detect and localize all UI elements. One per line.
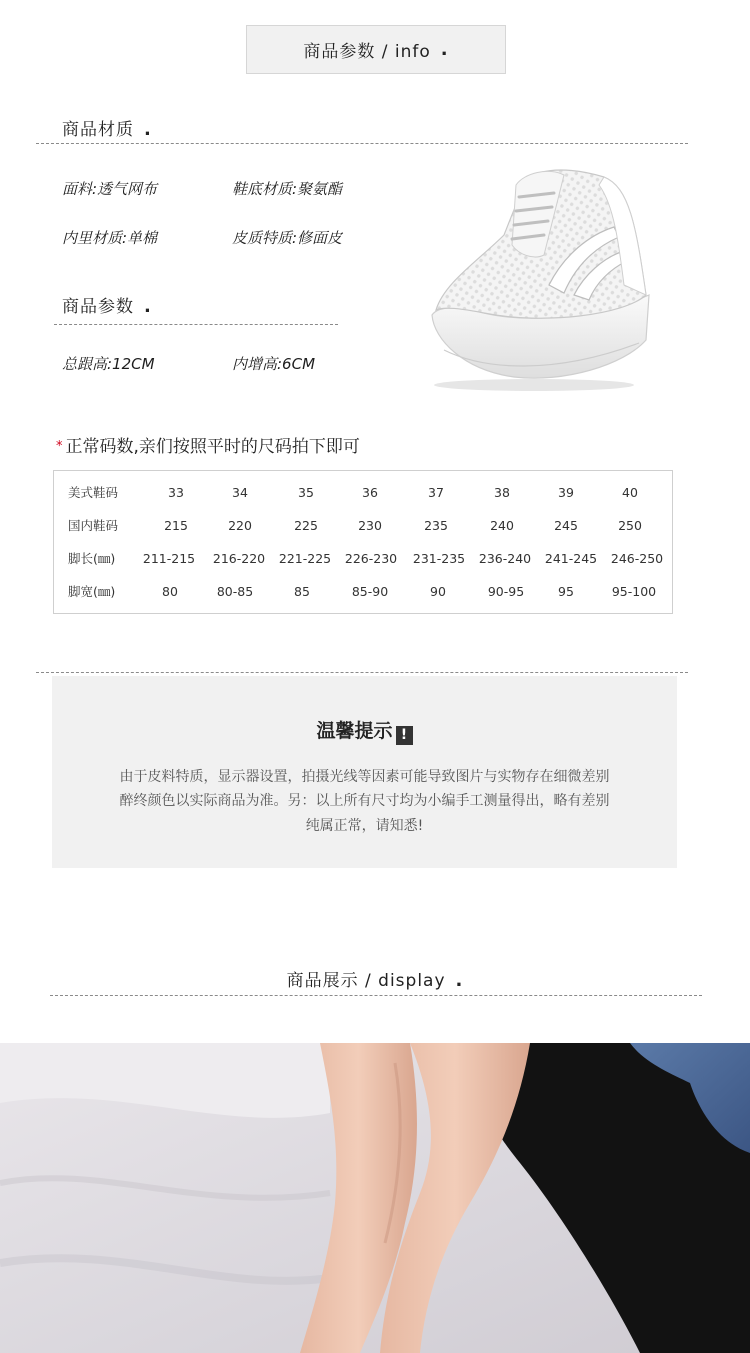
table-cell: 226-230: [344, 551, 398, 566]
table-cell: 230: [358, 518, 382, 533]
leather-attr: 皮质特质:修面皮: [232, 229, 343, 247]
table-cell: 80: [162, 584, 178, 599]
tips-title: [52, 716, 677, 745]
table-cell: 80-85: [216, 584, 254, 599]
tips-divider: [36, 672, 688, 673]
size-table: [53, 470, 673, 614]
size-note-text: 正常码数,亲们按照平时的尺码拍下即可: [65, 437, 360, 457]
display-title-dot: .: [455, 970, 464, 991]
material-title-dot: .: [144, 119, 152, 140]
table-cell: 85-90: [351, 584, 389, 599]
table-cell: 236-240: [478, 551, 532, 566]
table-cell: 90-95: [487, 584, 525, 599]
table-row-us: [54, 476, 672, 509]
material-title-text: 商品材质: [62, 120, 134, 140]
size-note: [56, 432, 360, 457]
tips-line-2: 醉终颜色以实际商品为准。另：以上所有尺寸均为小编手工测量得出，略有差别: [119, 793, 610, 809]
tips-line-1: 由于皮料特质，显示器设置，拍摄光线等因素可能导致图片与实物存在细微差别: [119, 769, 610, 785]
total-heel-attr: 总跟高:12CM: [62, 355, 155, 373]
table-cell: 220: [228, 518, 252, 533]
table-row-cn: [54, 509, 672, 542]
size-note-star: *: [56, 439, 63, 454]
table-cell: 95-100: [611, 584, 657, 599]
lining-attr: 内里材质:单棉: [62, 229, 158, 247]
table-cell: 241-245: [544, 551, 598, 566]
table-cell: 37: [428, 485, 444, 500]
table-cell: 245: [554, 518, 578, 533]
table-cell: 216-220: [212, 551, 266, 566]
table-cell: 35: [298, 485, 314, 500]
table-cell: 95: [558, 584, 574, 599]
inner-heel-attr: 内增高:6CM: [232, 355, 316, 373]
info-header-text: 商品参数 / info: [303, 42, 431, 62]
table-cell: 235: [424, 518, 448, 533]
table-cell: 225: [294, 518, 318, 533]
row-label: 脚宽(㎜): [68, 584, 116, 599]
table-cell: 36: [362, 485, 378, 500]
material-section-title: [62, 115, 152, 140]
display-divider: [50, 995, 702, 996]
row-label: 国内鞋码: [68, 518, 119, 533]
sole-attr: 鞋底材质:聚氨酯: [232, 180, 343, 198]
table-cell: 34: [232, 485, 248, 500]
params-section-title: [62, 292, 152, 317]
exclamation-icon: !: [396, 726, 413, 745]
table-cell: 246-250: [610, 551, 664, 566]
table-cell: 221-225: [278, 551, 332, 566]
tips-line-3: 纯属正常，请知悉!: [305, 818, 424, 834]
params-title-dot: .: [144, 296, 152, 317]
params-divider: [54, 324, 338, 325]
product-display-photo: [0, 1043, 750, 1353]
table-cell: 215: [164, 518, 188, 533]
shoe-product-image: [424, 165, 674, 395]
fabric-attr: 面料:透气网布: [62, 180, 158, 198]
table-cell: 33: [168, 485, 184, 500]
tips-title-text: 温馨提示: [316, 720, 393, 742]
table-cell: 231-235: [412, 551, 466, 566]
display-section-title: [0, 966, 750, 991]
table-row-length: [54, 542, 672, 575]
table-cell: 240: [490, 518, 514, 533]
table-cell: 38: [494, 485, 510, 500]
row-label: 美式鞋码: [68, 485, 119, 500]
params-title-text: 商品参数: [62, 297, 134, 317]
table-cell: 90: [430, 584, 446, 599]
table-cell: 85: [294, 584, 310, 599]
table-row-width: [54, 575, 672, 608]
table-cell: 250: [618, 518, 642, 533]
table-cell: 211-215: [142, 551, 196, 566]
display-title-text: 商品展示 / display: [286, 971, 446, 991]
tips-panel: [52, 676, 677, 868]
info-header-banner: [246, 25, 506, 74]
material-divider: [36, 143, 688, 144]
table-cell: 39: [558, 485, 574, 500]
row-label: 脚长(㎜): [68, 551, 116, 566]
table-cell: 40: [622, 485, 638, 500]
info-header-dot: .: [440, 39, 449, 60]
